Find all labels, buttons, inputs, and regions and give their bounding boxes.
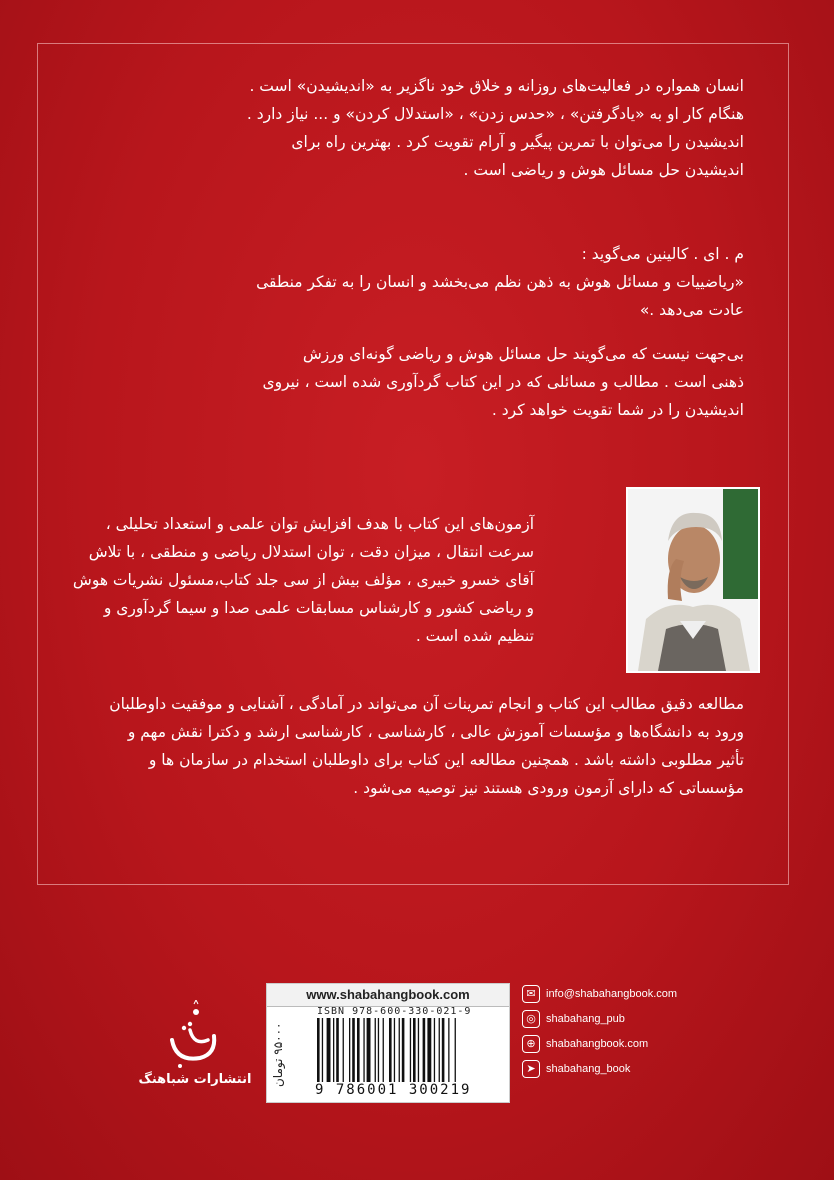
text-line: ورود به دانشگاه‌ها و مؤسسات آموزش عالی ، کارشناسی ، کارشناسی ارشد و دکترا نقش مهم و	[127, 723, 744, 741]
email-icon: ✉	[522, 985, 540, 1003]
barcode-bar	[427, 1018, 431, 1082]
barcode-bar	[439, 1018, 440, 1082]
barcode-bar	[389, 1018, 392, 1082]
text-line: مطالعه دقیق مطالب این کتاب و انجام تمرینات آن می‌تواند در آمادگی ، آشنایی و موفقیت داوطلبان	[109, 695, 744, 713]
publisher-name: انتشارات شباهنگ	[138, 1072, 252, 1087]
text-line: انسان همواره در فعالیت‌های روزانه و خلاق خود ناگزیر به «اندیشیدن» است .	[249, 77, 744, 95]
barcode-bar	[442, 1018, 445, 1082]
barcode-bar	[336, 1018, 339, 1082]
text-line: اندیشیدن را در شما تقویت خواهد کرد .	[491, 401, 744, 419]
author-photo	[626, 487, 760, 673]
text-line: سرعت انتقال ، میزان دقت ، توان استدلال ریاضی و منطقی ، با تلاش	[88, 543, 534, 561]
web-icon: ⊕	[522, 1035, 540, 1053]
contact-text: shabahang_pub	[546, 1013, 625, 1025]
text-line: ذهنی است . مطالب و مسائلی که در این کتاب گردآوری شده است ، نیروی	[262, 373, 744, 391]
price-label: ۹۵۰۰۰ تومان	[271, 1022, 285, 1088]
instagram-icon: ◎	[522, 1010, 540, 1028]
barcode-bar	[423, 1018, 426, 1082]
barcode-bar	[383, 1018, 384, 1082]
barcode-bar	[434, 1018, 435, 1082]
intro-paragraph	[94, 72, 744, 184]
text-line: م . ای . کالینین می‌گوید :	[581, 245, 744, 263]
barcode-bar	[410, 1018, 411, 1082]
barcode-bar	[448, 1018, 449, 1082]
isbn-barcode-box	[266, 983, 510, 1103]
text-line: عادت می‌دهد .»	[639, 301, 744, 319]
text-line: تأثیر مطلوبی داشته باشد . همچنین مطالعه این کتاب برای داوطلبان استخدام در سازمان ها و	[148, 751, 744, 769]
barcode-bar	[322, 1018, 323, 1082]
barcode-bar	[363, 1018, 364, 1082]
barcode-bar	[327, 1018, 331, 1082]
barcode-bar	[352, 1018, 355, 1082]
barcode-bar	[399, 1018, 400, 1082]
text-line: آقای خسرو خبیری ، مؤلف بیش از سی جلد کتاب،مسئول نشریات هوش	[72, 571, 534, 589]
contact-instagram[interactable]	[522, 1008, 722, 1030]
barcode-bar	[333, 1018, 334, 1082]
barcode-bar	[413, 1018, 416, 1082]
barcode-bar	[375, 1018, 376, 1082]
about-paragraph	[29, 510, 534, 650]
barcode-bar	[367, 1018, 371, 1082]
text-line: و ریاضی کشور و کارشناس مسابقات علمی صدا و سیما گردآوری و	[103, 599, 534, 617]
text-line: اندیشیدن را می‌توان با تمرین پیگیر و آرام تقویت کرد . بهترین راه برای	[291, 133, 744, 151]
text-line: هنگام کار او به «یادگرفتن» ، «حدس زدن» ، «استدلال کردن» و ... نیاز دارد .	[246, 105, 744, 123]
text-line: تنظیم شده است .	[415, 627, 534, 645]
text-line: اندیشیدن حل مسائل هوش و ریاضی است .	[463, 161, 744, 179]
telegram-icon: ➤	[522, 1060, 540, 1078]
barcode-bar	[343, 1018, 344, 1082]
barcode-bar	[378, 1018, 379, 1082]
barcode-bar	[357, 1018, 360, 1082]
contact-list	[522, 983, 722, 1083]
contact-website[interactable]	[522, 1033, 722, 1055]
contact-text: shabahang_book	[546, 1063, 631, 1075]
barcode-bar	[394, 1018, 395, 1082]
isbn-label: ISBN 978-600-330-021-9	[317, 1006, 472, 1017]
contact-text: shabahangbook.com	[546, 1038, 649, 1050]
text-line: «ریاضییات و مسائل هوش به ذهن نظم می‌بخشد و انسان را به تفکر منطقی	[256, 273, 744, 291]
website-label: www.shabahangbook.com	[267, 984, 509, 1007]
reason-paragraph	[94, 340, 744, 424]
barcode-bar	[317, 1018, 320, 1082]
recommend-paragraph	[44, 690, 744, 802]
barcode-bar	[418, 1018, 419, 1082]
text-line: بی‌جهت نیست که می‌گویند حل مسائل هوش و ریاضی گونه‌ای ورزش	[302, 345, 744, 363]
barcode-number: 9 786001 300219	[315, 1082, 472, 1098]
barcode-bar	[455, 1018, 456, 1082]
quote-paragraph	[94, 240, 744, 324]
contact-text: info@shabahangbook.com	[546, 988, 678, 1000]
contact-telegram[interactable]	[522, 1058, 722, 1080]
barcode-bar	[349, 1018, 350, 1082]
text-line: مؤسساتی که دارای آزمون ورودی هستند نیز توصیه می‌شود .	[353, 779, 744, 797]
barcode	[315, 1018, 499, 1082]
text-line: آزمون‌های این کتاب با هدف افزایش توان علمی و استعداد تحلیلی ،	[105, 515, 534, 533]
barcode-bar	[402, 1018, 405, 1082]
contact-email[interactable]	[522, 983, 722, 1005]
